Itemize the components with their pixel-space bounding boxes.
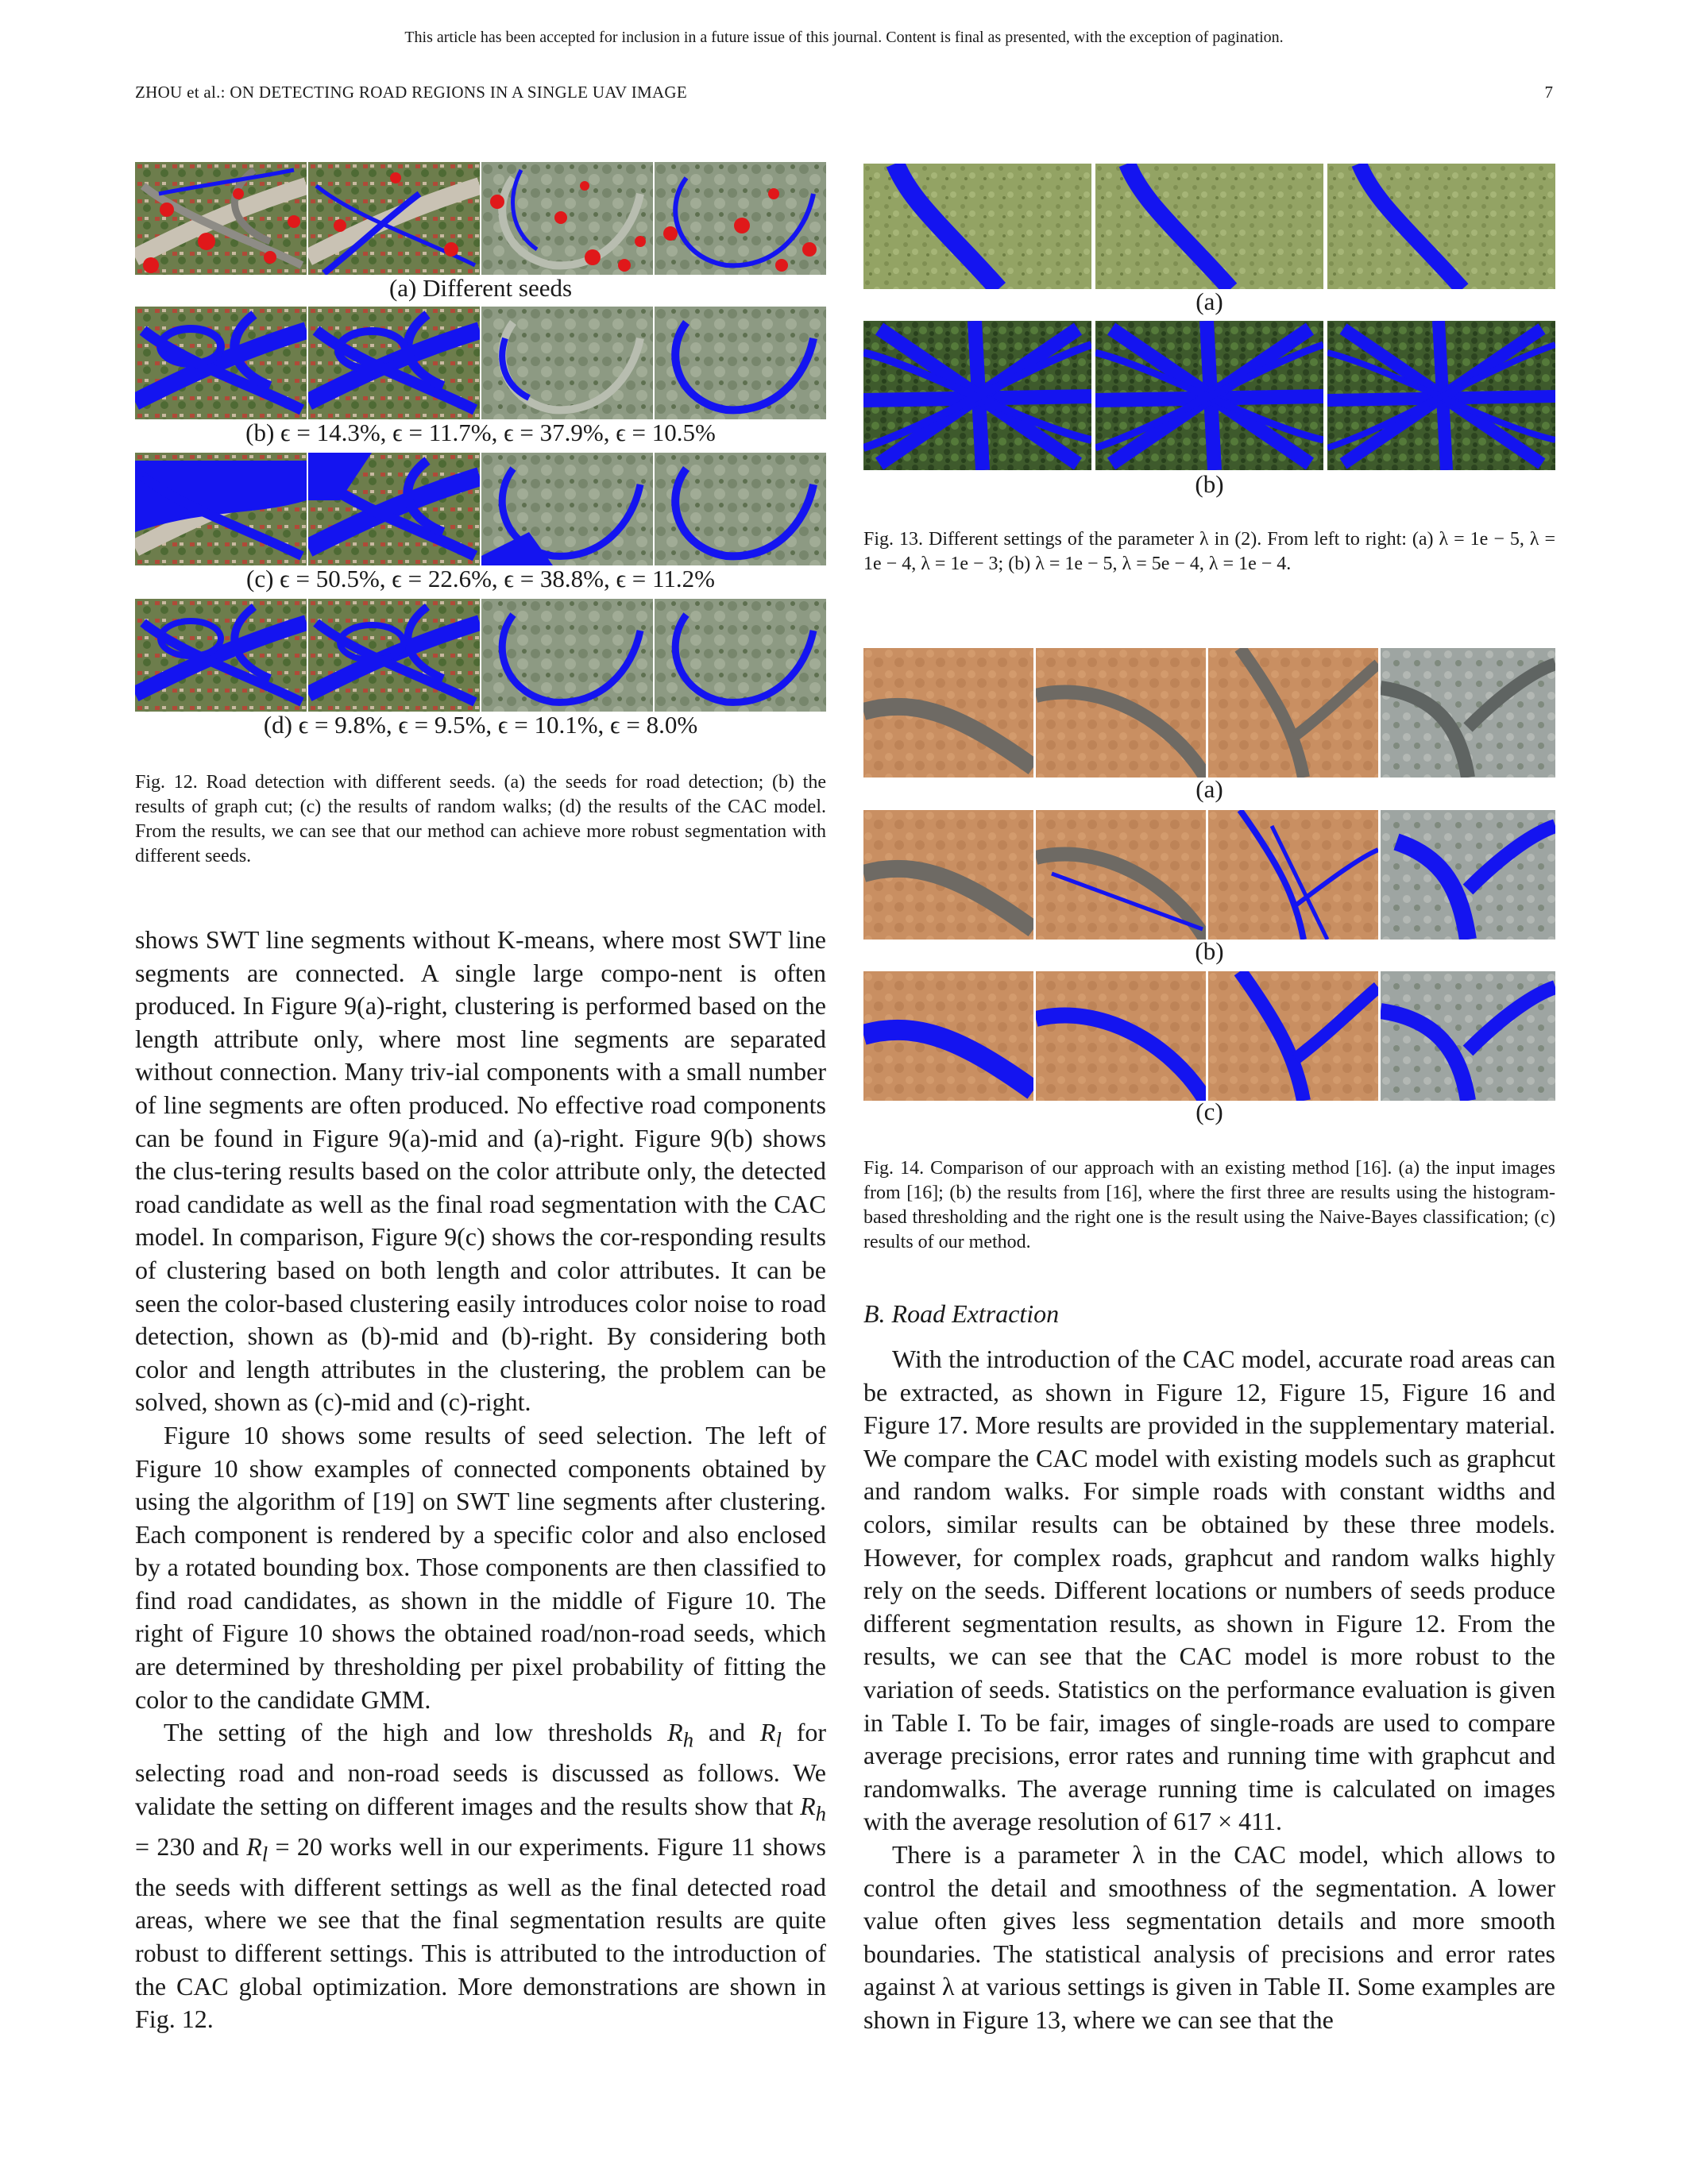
fig12-b-3-image xyxy=(481,307,653,419)
fig12-a-2-image xyxy=(308,162,480,275)
text-run: for selecting road and non-road seeds is discussed as follows. We validate the setting on different images and the results show that xyxy=(135,1718,827,1820)
fig14-b-4-image xyxy=(1381,810,1555,940)
section-heading: B. Road Extraction xyxy=(863,1299,1060,1328)
fig14-a-4-image xyxy=(1381,648,1555,778)
symbol-r: R xyxy=(667,1718,683,1747)
fig13-b-2-image xyxy=(1095,321,1323,470)
fig12-c-3-image xyxy=(481,453,653,565)
fig12-d-2-image xyxy=(308,599,480,712)
fig14-b-2-image xyxy=(1036,810,1206,940)
fig12-d-4-image xyxy=(655,599,826,712)
left-column-body xyxy=(135,924,826,2036)
fig12-b-4-image xyxy=(655,307,826,419)
acceptance-banner: This article has been accepted for inclusion in a future issue of this journal. Content is final as presented, with the exception of pagination. xyxy=(404,29,1284,46)
fig14-c-2-image xyxy=(1036,971,1206,1101)
fig14-caption: Fig. 14. Comparison of our approach with an existing method [16]. (a) the input images from [16]; (b) the results from [16], where the first three are results using the histogram-based thresholding and the right one is the result using the Naive-Bayes classification; (c) results of our method. xyxy=(863,1158,1555,1252)
subscript-l: l xyxy=(261,1842,268,1866)
paragraph: Figure 10 shows some results of seed selection. The left of Figure 10 show examples of connected components obtained by using the algorithm of [19] on SWT line segments after clustering. Each component is rendered by a specific color and also enclosed by a rotated bounding box. Those components are then classified to find road candidates, as shown in the middle of Figure 10. The right of Figure 10 shows the obtained road/non-road seeds, which are determined by thresholding per pixel probability of fitting the color to the candidate GMM. xyxy=(135,1420,826,1714)
fig14-b-3-image xyxy=(1208,810,1378,940)
fig13-b-3-image xyxy=(1327,321,1555,470)
fig12-a-4-image xyxy=(655,162,826,275)
paragraph: There is a parameter λ in the CAC model, which allows to control the detail and smoothness of the segmentation. A lower value often gives less segmentation details and more smooth boundaries. The statistical analysis of precisions and error rates against λ at various settings is given in Table II. Some examples are shown in Figure 13, where we can see that the xyxy=(863,1839,1555,2034)
fig12-label-a: (a) Different seeds xyxy=(388,274,573,302)
fig14-a-3-image xyxy=(1208,648,1378,778)
page-number: 7 xyxy=(1544,83,1553,102)
fig12-c-2-image xyxy=(308,453,480,565)
fig12-d-3-image xyxy=(481,599,653,712)
fig12-label-c: (c) ϵ = 50.5%, ϵ = 22.6%, ϵ = 38.8%, ϵ = 11.2% xyxy=(246,565,715,592)
fig14-c-1-image xyxy=(863,971,1033,1101)
fig12-caption: Fig. 12. Road detection with different seeds. (a) the seeds for road detection; (b) the results of graph cut; (c) the results of random walks; (d) the results of the CAC model. From the results, we can see that our method can achieve more robust segmentation with different seeds. xyxy=(135,772,826,866)
fig14-a-1-image xyxy=(863,648,1033,778)
fig13-label-a: (a) xyxy=(1196,287,1223,315)
paragraph xyxy=(135,1716,826,2036)
fig14-label-c: (c) xyxy=(1196,1098,1223,1125)
text-run: = 20 works well in our experiments. Figure 11 shows the seeds with different settings as well as the final detected road areas, where we see that the final segmentation results are quite robust to different settings. This is attributed to the introduction of the CAC global optimization. More demonstrations are shown in Fig. 12. xyxy=(135,1831,827,2034)
fig12-d-1-image xyxy=(135,599,307,712)
fig14-a-2-image xyxy=(1036,648,1206,778)
fig12-b-2-image xyxy=(308,307,480,419)
fig13-a-2-image xyxy=(1095,164,1323,289)
fig13-a-1-image xyxy=(863,164,1091,289)
paragraph: shows SWT line segments without K-means, where most SWT line segments are connected. A single large compo-nent is often produced. In Figure 9(a)-right, clustering is performed based on the length attribute only, where most line segments are separated without connection. Many triv-ial components with a small number of line segments are often produced. No effective road components can be found in Figure 9(a)-mid and (a)-right. Figure 9(b) shows the clus-tering results based on the color attribute only, the detected road candidate as well as the final road segmentation with the CAC model. In comparison, Figure 9(c) shows the cor-responding results of clustering based on both length and color attributes. It can be seen the color-based clustering easily introduces color noise to road detection, shown as (b)-mid and (b)-right. By considering both color and length attributes in the clustering, the problem can be solved, shown as (c)-mid and (c)-right. xyxy=(135,925,826,1417)
fig14-label-b: (b) xyxy=(1195,937,1224,965)
symbol-r: R xyxy=(800,1791,816,1820)
fig12-a-3-image xyxy=(481,162,653,275)
text-run: and xyxy=(693,1718,760,1747)
paragraph: With the introduction of the CAC model, accurate road areas can be extracted, as shown in Figure 12, Figure 15, Figure 16 and Figure 17. More results are provided in the supplementary material. We compare the CAC model with existing models such as graphcut and random walks. For simple roads with constant widths and colors, similar results can be obtained by these three models. However, for complex roads, graphcut and random walks highly rely on the seeds. Different locations or numbers of seeds produce different segmentation results, as shown in Figure 12. From the results, we can see that the CAC model is more robust to the variation of seeds. Statistics on the performance evaluation is given in Table I. To be fair, images of single-roads are used to compare average precisions, error rates and running time with graphcut and randomwalks. The average running time is calculated on images with the average resolution of 617 × 411. xyxy=(863,1345,1555,1836)
right-column-body xyxy=(863,1343,1555,2036)
fig12-a-1-image xyxy=(135,162,307,275)
subscript-h: h xyxy=(682,1727,694,1752)
fig12-c-4-image xyxy=(655,453,826,565)
fig13-label-b: (b) xyxy=(1195,470,1224,498)
fig13-b-1-image xyxy=(863,321,1091,470)
fig12-b-1-image xyxy=(135,307,307,419)
subscript-h: h xyxy=(815,1801,826,1826)
text-run: = 230 and xyxy=(135,1831,247,1861)
symbol-r: R xyxy=(246,1831,262,1861)
symbol-r: R xyxy=(759,1718,776,1747)
fig13-caption: Fig. 13. Different settings of the parameter λ in (2). From left to right: (a) λ = 1e − 5, λ = 1e − 4, λ = 1e − 3; (b) λ = 1e − 5, λ = 5e − 4, λ = 1e − 4. xyxy=(863,529,1556,574)
fig12-c-1-image xyxy=(135,453,307,565)
fig14-c-3-image xyxy=(1208,971,1378,1101)
fig13-a-3-image xyxy=(1327,164,1555,289)
running-head: ZHOU et al.: ON DETECTING ROAD REGIONS IN A SINGLE UAV IMAGE xyxy=(135,83,688,102)
fig12-label-b: (b) ϵ = 14.3%, ϵ = 11.7%, ϵ = 37.9%, ϵ = 10.5% xyxy=(245,419,716,446)
fig14-c-4-image xyxy=(1381,971,1555,1101)
fig14-label-a: (a) xyxy=(1196,775,1223,803)
fig12-label-d: (d) ϵ = 9.8%, ϵ = 9.5%, ϵ = 10.1%, ϵ = 8.0% xyxy=(263,711,698,739)
fig14-b-1-image xyxy=(863,810,1033,940)
subscript-l: l xyxy=(775,1727,782,1752)
text-run: The setting of the high and low thresholds xyxy=(164,1718,668,1747)
